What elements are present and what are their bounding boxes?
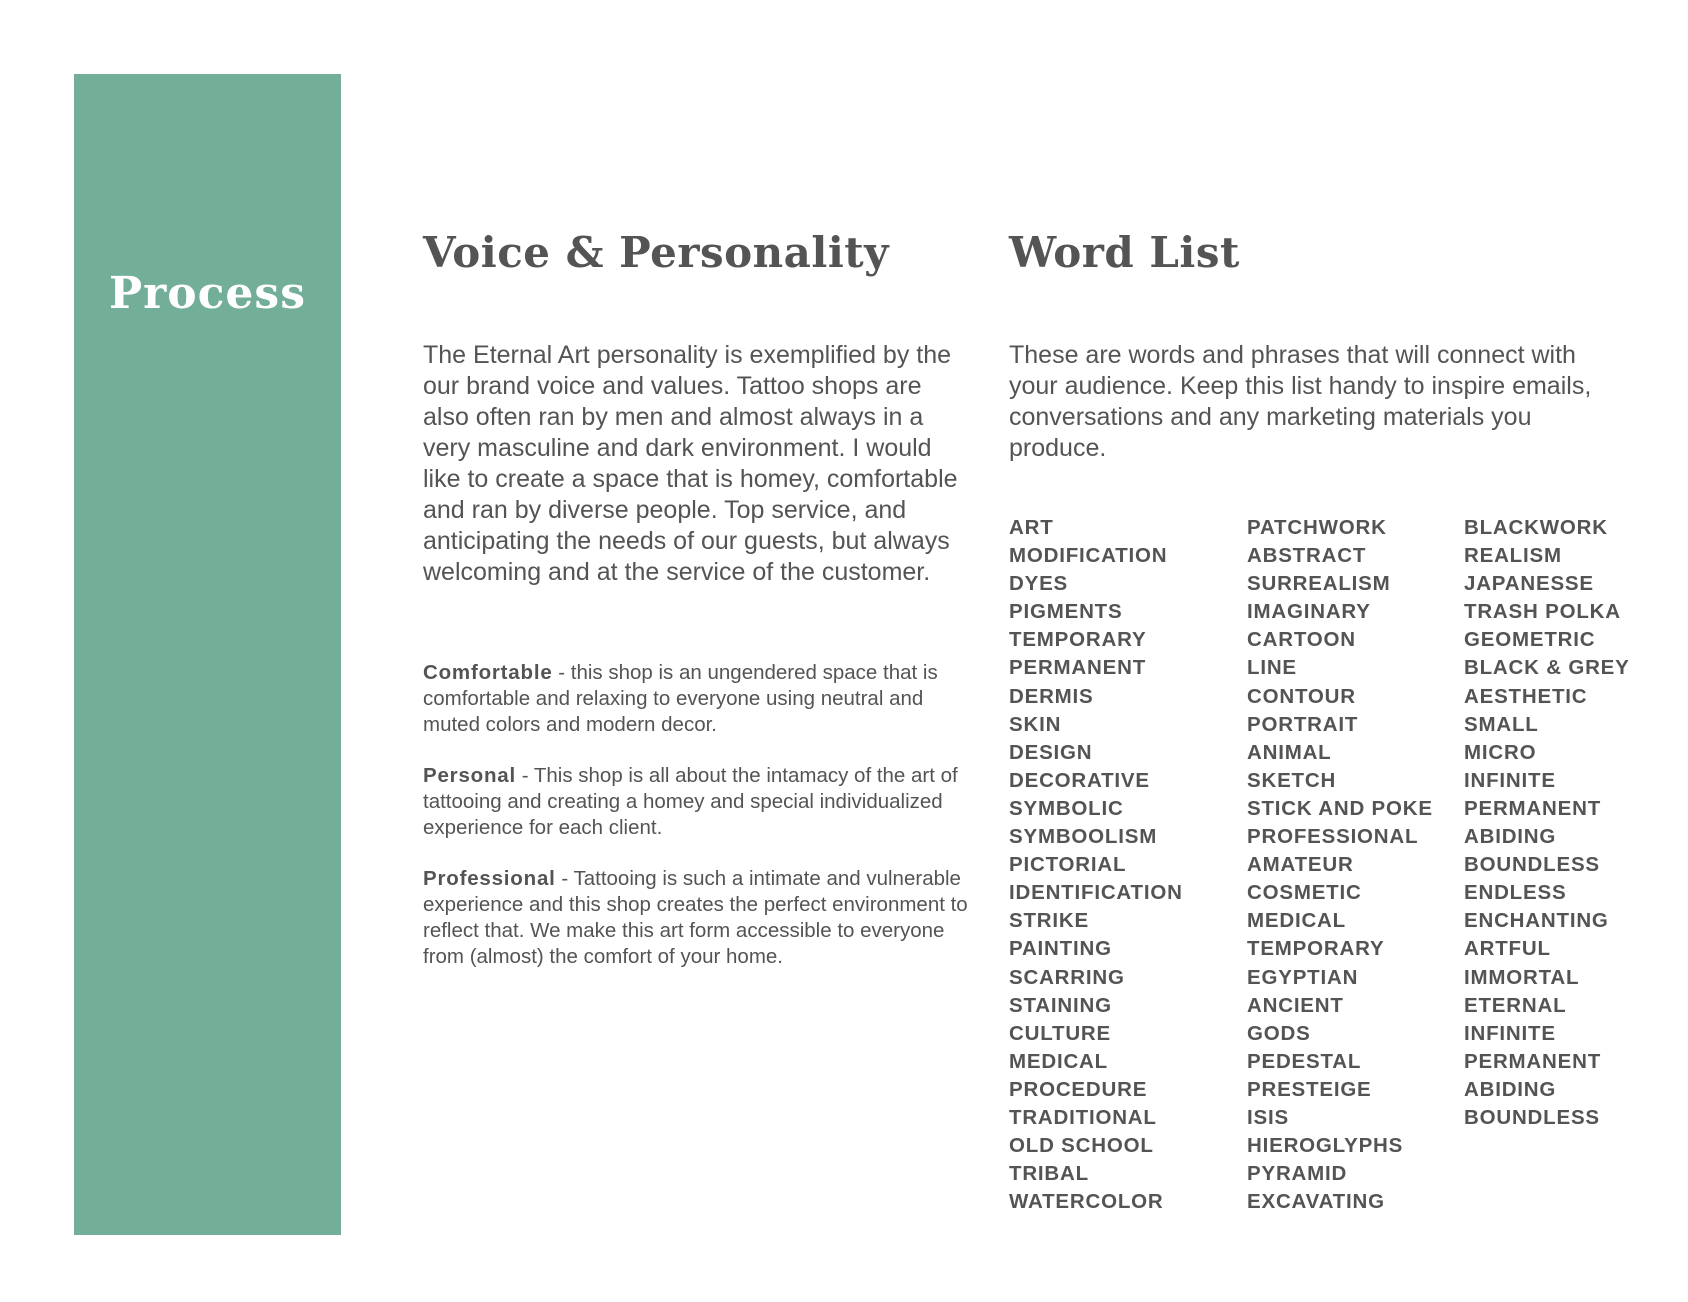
word-list-item: JAPANESSE xyxy=(1464,572,1594,596)
word-list-item: PROCEDURE xyxy=(1009,1077,1148,1101)
word-list-item: HIEROGLYPHS xyxy=(1247,1134,1404,1158)
word-list-item: SCARRING xyxy=(1009,965,1125,989)
trait-name: Comfortable xyxy=(423,661,553,684)
word-list-item: INFINITE xyxy=(1464,768,1556,792)
word-list-item: CULTURE xyxy=(1009,1021,1112,1045)
word-list-item: DECORATIVE xyxy=(1009,768,1150,792)
word-list-intro-paragraph: These are words and phrases that will connect with your audience. Keep this list handy to inspire emails, conversations and any marketing materials you produce. xyxy=(1009,341,1592,462)
trait-personal xyxy=(423,763,968,841)
word-list-item: LINE xyxy=(1247,656,1297,680)
word-list-item: ISIS xyxy=(1247,1105,1289,1129)
word-list-item: PATCHWORK xyxy=(1247,516,1387,539)
word-list-item: SYMBOOLISM xyxy=(1009,825,1158,849)
word-list-item: STAINING xyxy=(1009,993,1112,1017)
word-list-item: PERMANENT xyxy=(1009,656,1147,680)
word-list-item: SMALL xyxy=(1464,712,1539,736)
word-list-item: BOUNDLESS xyxy=(1464,853,1600,877)
word-list-item: SKIN xyxy=(1009,712,1062,736)
word-list-item: ANCIENT xyxy=(1247,993,1344,1017)
word-list-item: DESIGN xyxy=(1009,740,1093,764)
word-list-item: ABIDING xyxy=(1464,1077,1557,1101)
word-list-item: IMAGINARY xyxy=(1247,600,1371,624)
word-list-item: ARTFUL xyxy=(1464,937,1551,961)
word-list-item: PRESTEIGE xyxy=(1247,1077,1372,1101)
word-list-heading: Word List xyxy=(1009,228,1240,277)
trait-comfortable xyxy=(423,660,968,738)
word-list-item: REALISM xyxy=(1464,544,1562,568)
word-list-item: ABSTRACT xyxy=(1247,544,1367,568)
word-list-item: EGYPTIAN xyxy=(1247,965,1359,989)
word-list-item: DERMIS xyxy=(1009,684,1094,708)
word-list-item: SKETCH xyxy=(1247,768,1337,792)
word-list-item: PYRAMID xyxy=(1247,1162,1348,1186)
word-list-item: IMMORTAL xyxy=(1464,965,1580,989)
word-list-item: EXCAVATING xyxy=(1247,1190,1385,1214)
trait-name: Personal xyxy=(423,764,516,787)
word-list-item: PEDESTAL xyxy=(1247,1049,1362,1073)
word-column-3 xyxy=(1464,514,1630,1132)
word-list-item: ENDLESS xyxy=(1464,881,1567,905)
word-list-item: PAINTING xyxy=(1009,937,1112,961)
trait-name: Professional xyxy=(423,867,556,890)
word-list-item: TRIBAL xyxy=(1009,1162,1089,1186)
word-list-item: BOUNDLESS xyxy=(1464,1105,1600,1129)
word-list-item: TEMPORARY xyxy=(1247,937,1385,961)
word-list-item: GODS xyxy=(1247,1021,1311,1045)
word-list-item: TRADITIONAL xyxy=(1009,1105,1157,1129)
word-list-item: TEMPORARY xyxy=(1009,628,1147,652)
sidebar-title: Process xyxy=(109,268,306,319)
word-list-item: AMATEUR xyxy=(1247,853,1354,877)
word-list-item: STICK AND POKE xyxy=(1247,796,1433,820)
word-list-item: ABIDING xyxy=(1464,825,1557,849)
trait-professional xyxy=(423,866,968,970)
word-list-item: CARTOON xyxy=(1247,628,1356,652)
personality-traits xyxy=(423,660,968,995)
word-list-item: MODIFICATION xyxy=(1009,544,1168,568)
word-list-item: PERMANENT xyxy=(1464,796,1602,820)
word-list-item: ANIMAL xyxy=(1247,740,1332,764)
word-list-item: AESTHETIC xyxy=(1464,684,1588,708)
word-list-item: DYES xyxy=(1009,572,1069,596)
word-list-item: CONTOUR xyxy=(1247,684,1356,708)
trait-description: - Tattooing is such a intimate and vulnerable experience and this shop creates the perfect environment to reflect that. We make this art form accessible to everyone from (almost) the comfort of your home. xyxy=(423,867,968,968)
word-list-item: SYMBOLIC xyxy=(1009,796,1124,820)
word-list-item: GEOMETRIC xyxy=(1464,628,1596,652)
word-list-item: STRIKE xyxy=(1009,909,1089,933)
word-column-1 xyxy=(1009,514,1183,1216)
word-list-item: PORTRAIT xyxy=(1247,712,1359,736)
sidebar-panel xyxy=(74,74,341,1235)
word-list-item: ART xyxy=(1009,516,1054,539)
word-list-item: MICRO xyxy=(1464,740,1537,764)
word-list-item: BLACK & GREY xyxy=(1464,656,1630,680)
voice-personality-heading: Voice & Personality xyxy=(423,228,890,277)
word-list-item: BLACKWORK xyxy=(1464,516,1608,539)
word-list-item: PICTORIAL xyxy=(1009,853,1127,877)
word-list-item: SURREALISM xyxy=(1247,572,1391,596)
word-list-item: MEDICAL xyxy=(1247,909,1346,933)
word-list-item: ENCHANTING xyxy=(1464,909,1609,933)
word-list-item: TRASH POLKA xyxy=(1464,600,1621,624)
word-list-item: MEDICAL xyxy=(1009,1049,1108,1073)
word-list-item: INFINITE xyxy=(1464,1021,1556,1045)
word-column-2 xyxy=(1247,514,1433,1216)
word-list-item: PIGMENTS xyxy=(1009,600,1123,624)
word-list-item: COSMETIC xyxy=(1247,881,1362,905)
word-list-item: OLD SCHOOL xyxy=(1009,1134,1154,1158)
trait-description: - this shop is an ungendered space that is comfortable and relaxing to everyone using neutral and muted colors and modern decor. xyxy=(423,661,938,736)
voice-intro-paragraph: The Eternal Art personality is exemplified by the our brand voice and values. Tattoo shops are also often ran by men and almost always in a very masculine and dark environment. I would like to create a space that is homey, comfortable and ran by diverse people. Top service, and anticipating the needs of our guests, but always welcoming and at the service of the customer. xyxy=(423,341,958,586)
trait-description: - This shop is all about the intamacy of the art of tattooing and creating a homey and special individualized experience for each client. xyxy=(423,764,958,839)
word-list-item: IDENTIFICATION xyxy=(1009,881,1183,905)
word-list-item: PROFESSIONAL xyxy=(1247,825,1419,849)
word-list-item: WATERCOLOR xyxy=(1009,1190,1164,1214)
word-list-item: ETERNAL xyxy=(1464,993,1567,1017)
word-list-item: PERMANENT xyxy=(1464,1049,1602,1073)
